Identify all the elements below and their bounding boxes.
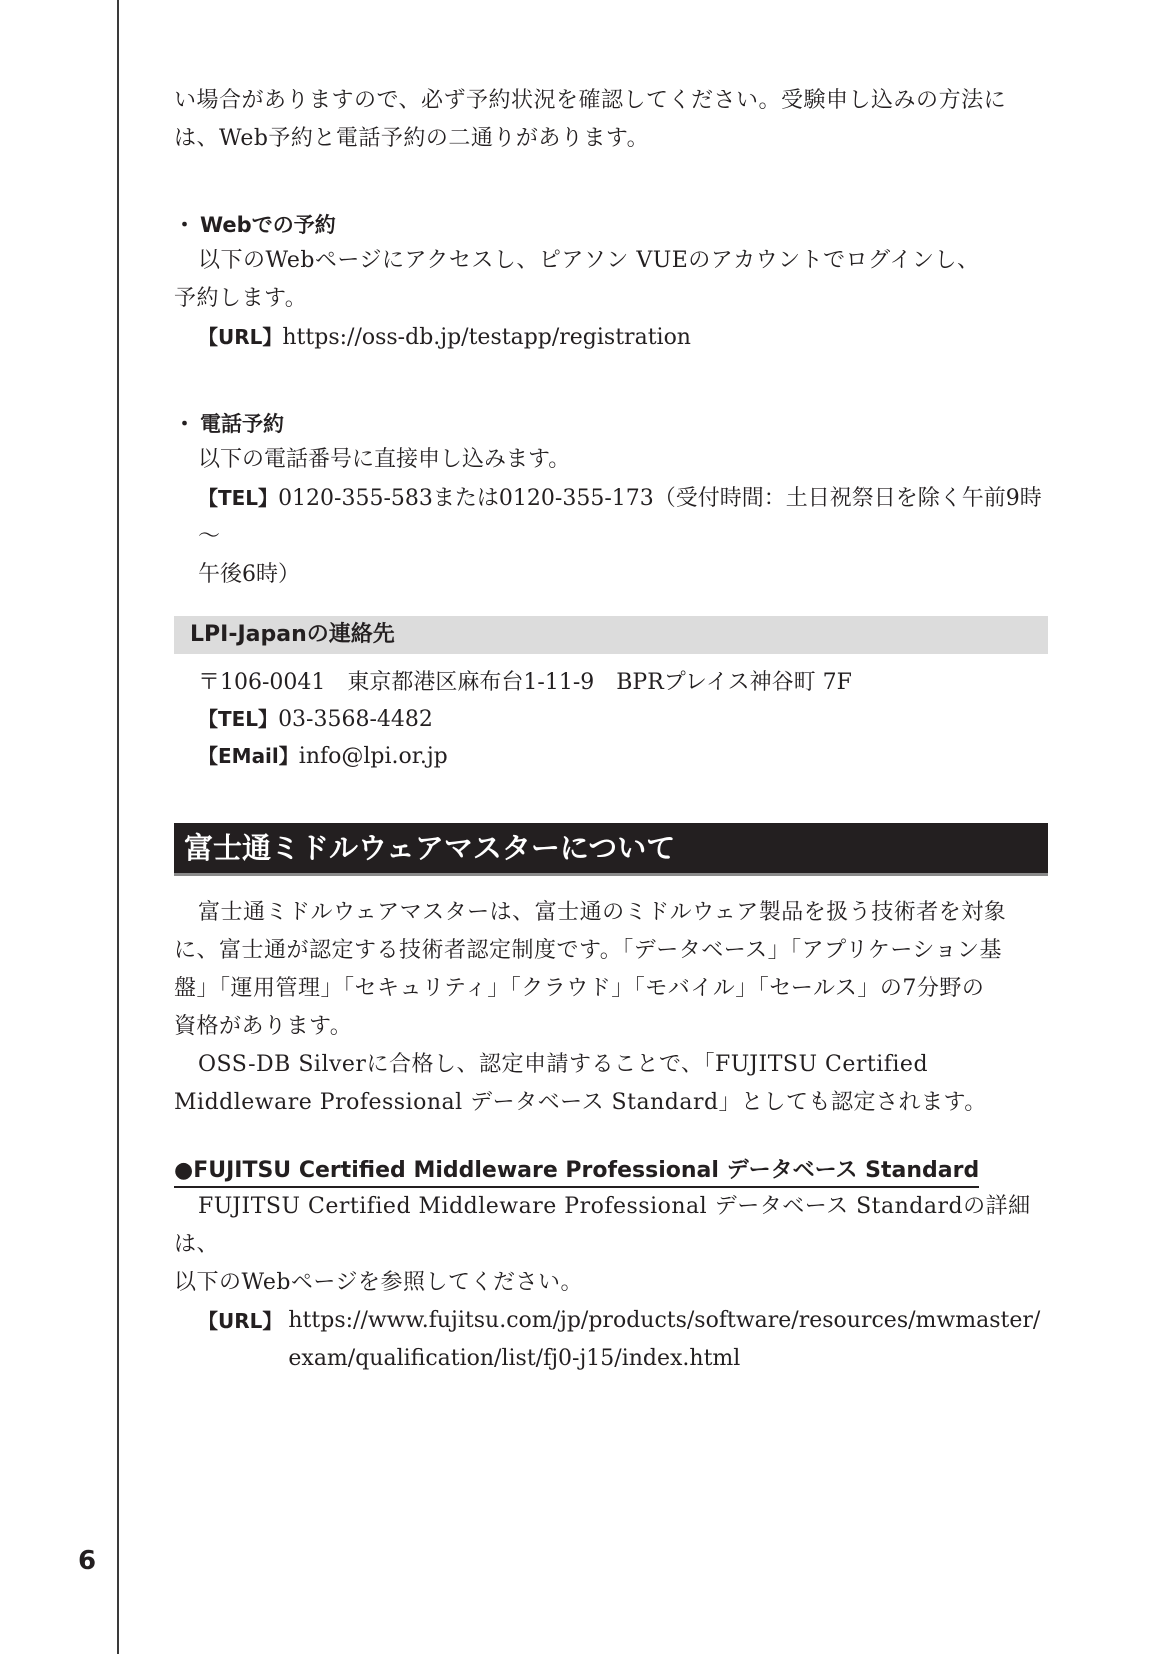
url-label: 【URL】 — [198, 1309, 283, 1333]
url-label: 【URL】 — [198, 325, 283, 349]
phone-reservation-line: 以下の電話番号に直接申し込みます。 — [198, 447, 571, 472]
page-number: 6 — [78, 1546, 97, 1576]
tel-label: 【TEL】 — [198, 486, 279, 510]
bullet-icon: ・ — [174, 412, 195, 436]
phone-reservation-title: 電話予約 — [200, 412, 284, 436]
web-reservation-title: Webでの予約 — [200, 213, 336, 237]
page-margin-rule — [117, 0, 119, 1654]
page-content — [174, 82, 1048, 1378]
fujitsu-standard-line: 以下のWebページを参照してください。 — [174, 1270, 583, 1295]
intro-line: は、Web予約と電話予約の二通りがあります。 — [174, 126, 650, 151]
phone-reservation-tel — [198, 479, 1048, 556]
web-reservation-line: 以下のWebページにアクセスし、ピアソン VUEのアカウントでログインし、 — [198, 248, 980, 273]
fujitsu-para-line: 盤」「運用管理」「セキュリティ」「クラウド」「モバイル」「セールス」の7分野の — [174, 976, 985, 1001]
registration-link[interactable]: https://oss-db.jp/testapp/registration — [282, 325, 691, 350]
fujitsu-para-line: 資格があります。 — [174, 1014, 353, 1039]
lpi-address: 〒106-0041 東京都港区麻布台1-11-9 BPRプレイス神谷町 7F — [198, 670, 852, 695]
lpi-contact-heading: LPI-Japanの連絡先 — [174, 616, 1048, 654]
fujitsu-para-line: Middleware Professional データベース Standard」としても認定されます。 — [174, 1090, 987, 1115]
lpi-tel — [198, 701, 1048, 738]
fujitsu-standard-heading: ●FUJITSU Certified Middleware Professional データベース Standard — [174, 1156, 979, 1188]
phone-reservation-hours: 午後6時） — [198, 562, 300, 587]
web-reservation-line: 予約します。 — [174, 286, 308, 311]
fujitsu-para-line: に、富士通が認定する技術者認定制度です。「データベース」「アプリケーション基 — [174, 938, 1002, 963]
lpi-email-address[interactable]: info@lpi.or.jp — [298, 744, 448, 769]
phone-reservation-heading — [174, 407, 1048, 441]
web-reservation-heading — [174, 208, 1048, 242]
fujitsu-link-line[interactable]: https://www.fujitsu.com/jp/products/software/resources/mwmaster/ — [288, 1308, 1041, 1333]
fujitsu-section-heading: 富士通ミドルウェアマスターについて — [174, 823, 1048, 876]
tel-label: 【TEL】 — [198, 707, 279, 731]
fujitsu-link[interactable] — [282, 1302, 1040, 1378]
fujitsu-section-body — [174, 894, 1048, 1378]
lpi-email — [198, 738, 1048, 775]
fujitsu-link-line[interactable]: exam/qualification/list/fj0-j15/index.html — [288, 1346, 741, 1371]
fujitsu-standard-line: FUJITSU Certified Middleware Professional データベース Standardの詳細は、 — [174, 1194, 1031, 1257]
fujitsu-para-line: 富士通ミドルウェアマスターは、富士通のミドルウェア製品を扱う技術者を対象 — [198, 900, 1007, 925]
intro-line: い場合がありますので、必ず予約状況を確認してください。受験申し込みの方法に — [174, 88, 1007, 113]
fujitsu-url — [198, 1302, 1048, 1378]
tel-numbers: 0120-355-583または0120-355-173（受付時間：土日祝祭日を除く午前9時～ — [198, 486, 1042, 549]
bullet-icon: ・ — [174, 213, 195, 237]
email-label: 【EMail】 — [198, 744, 299, 768]
fujitsu-para-line: OSS-DB Silverに合格し、認定申請することで、「FUJITSU Certified — [198, 1052, 929, 1077]
web-reservation-url — [198, 318, 1048, 357]
lpi-tel-number: 03-3568-4482 — [278, 707, 433, 732]
